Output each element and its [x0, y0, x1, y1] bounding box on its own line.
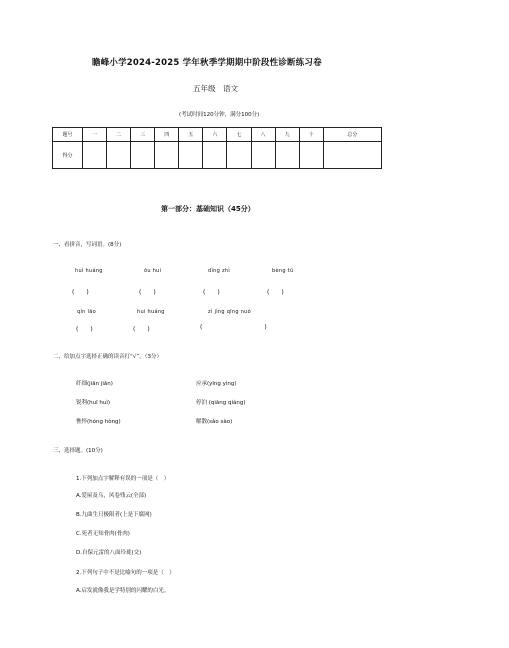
score-table	[52, 127, 382, 169]
q2-item[interactable]: 纤细(jiān jiǎn)	[76, 381, 113, 387]
answer-blank[interactable]: ( )	[133, 326, 150, 333]
part1-title: 第一部分：基础知识（45分）	[161, 205, 255, 213]
q3-option[interactable]: A.爱屋及乌，风卷残云(全部)	[76, 493, 147, 499]
score-header-cell: 一	[83, 128, 107, 142]
score-header-cell: 题号	[53, 128, 83, 142]
pinyin-label: hui huáng	[137, 309, 165, 315]
q2-item[interactable]: 解散(sǎo sào)	[196, 419, 233, 425]
q2-item[interactable]: 锐利(huī huì)	[76, 400, 111, 406]
q1-title: 一、看拼音，写词语。(8分)	[53, 242, 122, 248]
score-header-cell: 八	[251, 128, 275, 142]
score-header-cell: 四	[155, 128, 179, 142]
q3-title: 三、选择题。(10分)	[53, 448, 103, 454]
score-cell[interactable]	[299, 142, 323, 169]
q3-question: 2.下列句子中不是比喻句的一项是（ ）	[76, 570, 175, 576]
pinyin-label: bèng tū	[272, 268, 294, 274]
q3-option[interactable]: C.死者无知骨肉(骨肉)	[76, 531, 130, 537]
score-cell[interactable]	[131, 142, 155, 169]
pinyin-label: dìng zhì	[208, 268, 231, 274]
score-cell[interactable]	[179, 142, 203, 169]
score-table-score-row	[53, 142, 382, 169]
pinyin-label: qín lāo	[77, 309, 96, 315]
score-cell[interactable]	[251, 142, 275, 169]
q2-item[interactable]: 憔悴(hóng hòng)	[76, 419, 121, 425]
pinyin-label: zì jìng qīng nuò	[208, 309, 252, 315]
score-header-cell: 三	[131, 128, 155, 142]
answer-blank[interactable]: ( )	[203, 289, 220, 296]
score-header-cell: 七	[227, 128, 251, 142]
score-header-cell: 九	[275, 128, 299, 142]
score-header-cell: 总分	[323, 128, 381, 142]
q2-title: 二、给加点字选择正确的读音打“√”。（3分）	[53, 354, 162, 360]
score-cell[interactable]	[275, 142, 299, 169]
answer-blank[interactable]: ( )	[76, 326, 93, 333]
q2-item[interactable]: 停泊 (qiāng qiàng)	[196, 400, 246, 406]
page-title: 瞻峰小学2024-2025 学年秋季学期期中阶段性诊断练习卷	[92, 58, 322, 68]
pinyin-label: ōu hui	[144, 268, 162, 274]
score-header-cell: 五	[179, 128, 203, 142]
score-cell[interactable]	[323, 142, 381, 169]
score-cell[interactable]	[155, 142, 179, 169]
score-header-cell: 六	[203, 128, 227, 142]
score-cell[interactable]	[227, 142, 251, 169]
answer-blank-wide[interactable]: ( )	[200, 324, 267, 331]
exam-info: (考试时间120分钟，满分100分)	[179, 112, 260, 118]
score-header-cell: 十	[299, 128, 323, 142]
score-cell[interactable]	[107, 142, 131, 169]
score-header-cell: 二	[107, 128, 131, 142]
q3-option[interactable]: B.九曲生只极限者(上是下腐网)	[76, 512, 152, 518]
pinyin-label: huì huáng	[75, 268, 103, 274]
score-row-label: 得分	[53, 142, 83, 169]
q2-item[interactable]: 应承(yīng yìng)	[196, 381, 237, 387]
q3-option[interactable]: D.自保元雷的八面玲珑(交)	[76, 550, 142, 556]
score-cell[interactable]	[83, 142, 107, 169]
answer-blank[interactable]: ( )	[267, 289, 284, 296]
score-table-header-row	[53, 128, 382, 142]
q3-option[interactable]: A.启发就像我是学特别的闪耀的白光。	[76, 588, 170, 594]
q3-question: 1.下列加点字解释有误的一项是（ ）	[76, 476, 170, 482]
grade-subject: 五年级 语文	[193, 84, 238, 93]
answer-blank[interactable]: ( )	[72, 289, 89, 296]
answer-blank[interactable]: ( )	[139, 289, 156, 296]
score-cell[interactable]	[203, 142, 227, 169]
